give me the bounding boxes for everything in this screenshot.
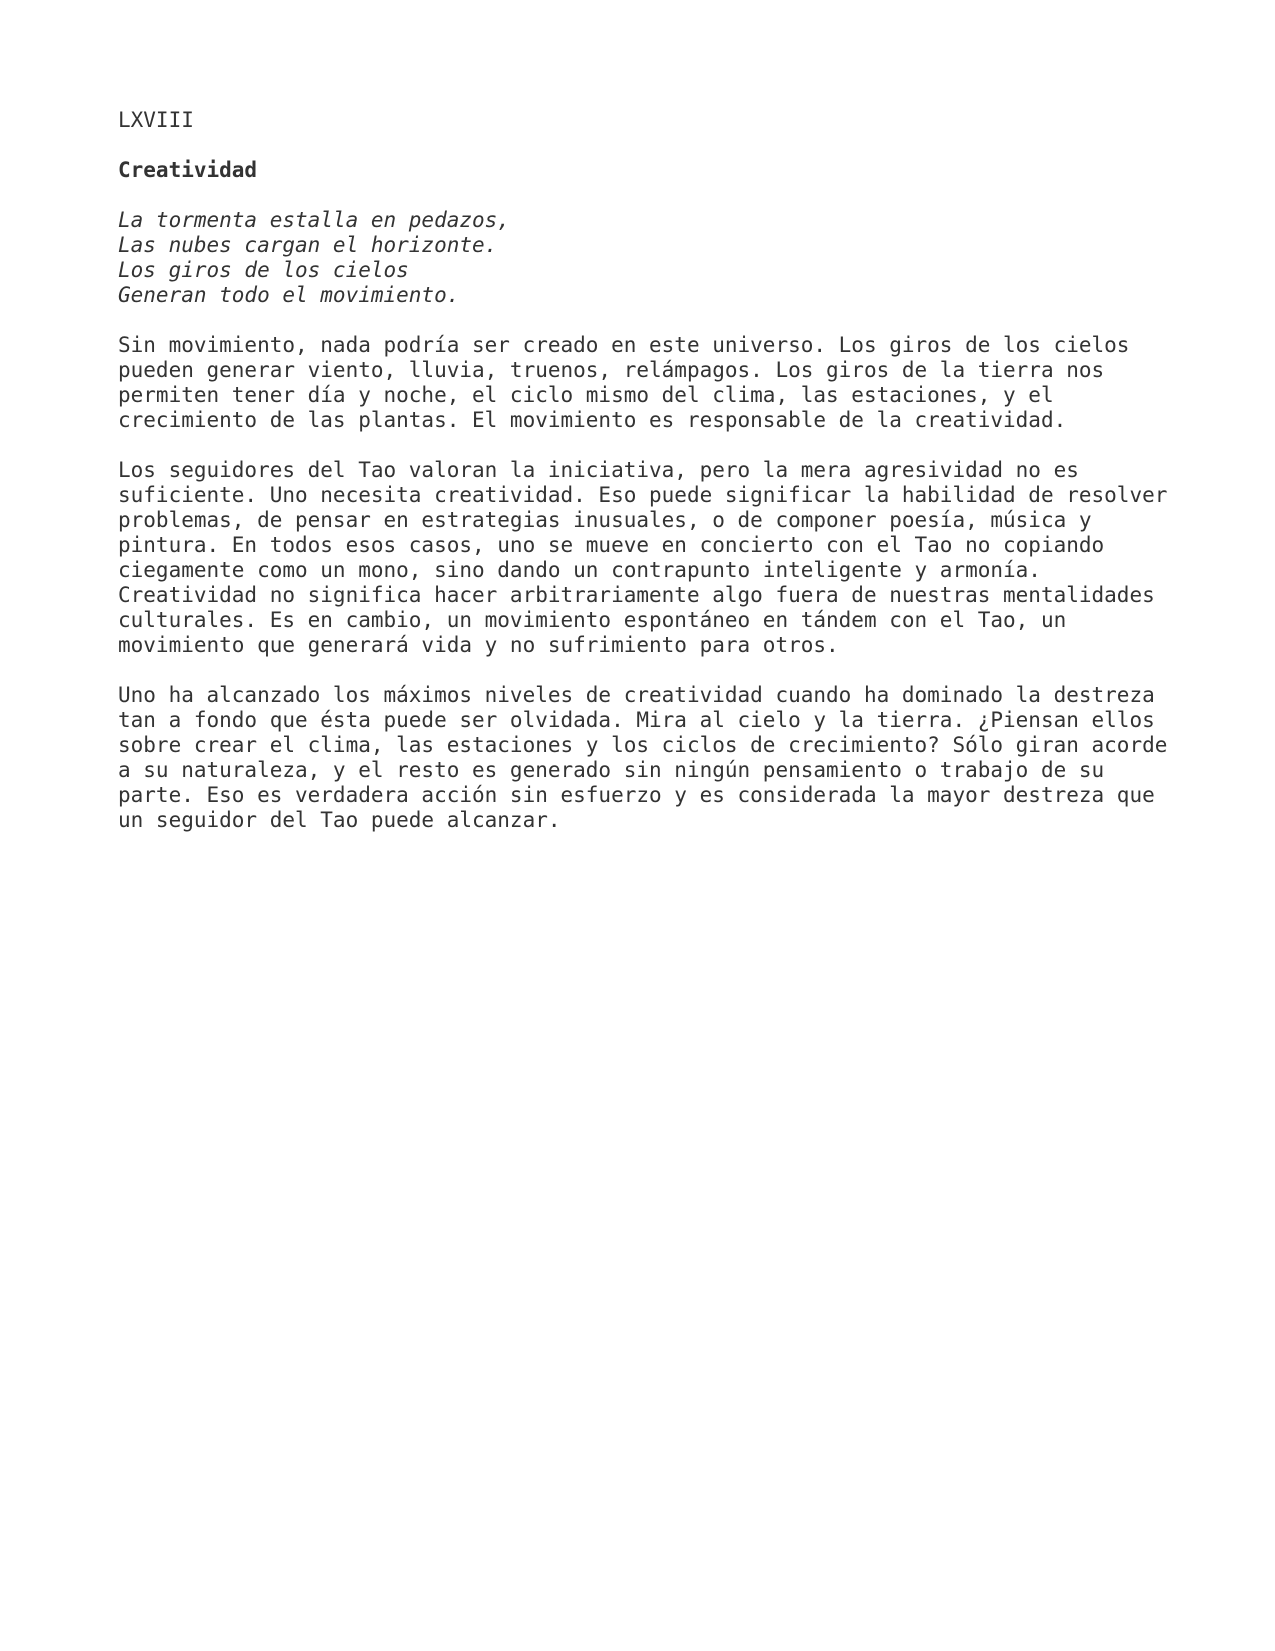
paragraph-line: Sin movimiento, nada podría ser creado en este universo. Los giros de los cielos (118, 333, 1130, 357)
paragraph-line: Creatividad no significa hacer arbitrariamente algo fuera de nuestras mentalidades (118, 583, 1155, 607)
verse-line: Generan todo el movimiento. (118, 283, 460, 307)
paragraph-3 (118, 683, 1198, 833)
paragraph-line: Los seguidores del Tao valoran la iniciativa, pero la mera agresividad no es (118, 458, 1079, 482)
paragraph-line: pueden generar viento, lluvia, truenos, relámpagos. Los giros de la tierra nos (118, 358, 1105, 382)
chapter-title: Creatividad (118, 158, 258, 182)
paragraph-line: a su naturaleza, y el resto es generado sin ningún pensamiento o trabajo de su (118, 758, 1105, 782)
verse-block (118, 208, 1198, 308)
paragraph-1 (118, 333, 1198, 433)
chapter-number: LXVIII (118, 108, 194, 132)
paragraph-2 (118, 458, 1198, 658)
paragraph-line: movimiento que generará vida y no sufrimiento para otros. (118, 633, 839, 657)
paragraph-line: tan a fondo que ésta puede ser olvidada. Mira al cielo y la tierra. ¿Piensan ellos (118, 708, 1155, 732)
paragraph-line: sobre crear el clima, las estaciones y los ciclos de crecimiento? Sólo giran acorde (118, 733, 1168, 757)
paragraph-line: permiten tener día y noche, el ciclo mismo del clima, las estaciones, y el (118, 383, 1054, 407)
paragraph-line: pintura. En todos esos casos, uno se mueve en concierto con el Tao no copiando (118, 533, 1105, 557)
verse-line: Las nubes cargan el horizonte. (118, 233, 498, 257)
paragraph-line: ciegamente como un mono, sino dando un contrapunto inteligente y armonía. (118, 558, 1041, 582)
paragraph-line: parte. Eso es verdadera acción sin esfuerzo y es considerada la mayor destreza que (118, 783, 1155, 807)
paragraph-line: un seguidor del Tao puede alcanzar. (118, 808, 561, 832)
verse-line: Los giros de los cielos (118, 258, 409, 282)
document-page (118, 108, 1198, 858)
paragraph-line: problemas, de pensar en estrategias inusuales, o de componer poesía, música y (118, 508, 1092, 532)
paragraph-line: crecimiento de las plantas. El movimiento es responsable de la creatividad. (118, 408, 1067, 432)
paragraph-line: suficiente. Uno necesita creatividad. Eso puede significar la habilidad de resolver (118, 483, 1168, 507)
paragraph-line: Uno ha alcanzado los máximos niveles de creatividad cuando ha dominado la destreza (118, 683, 1155, 707)
paragraph-line: culturales. Es en cambio, un movimiento espontáneo en tándem con el Tao, un (118, 608, 1067, 632)
verse-line: La tormenta estalla en pedazos, (118, 208, 510, 232)
